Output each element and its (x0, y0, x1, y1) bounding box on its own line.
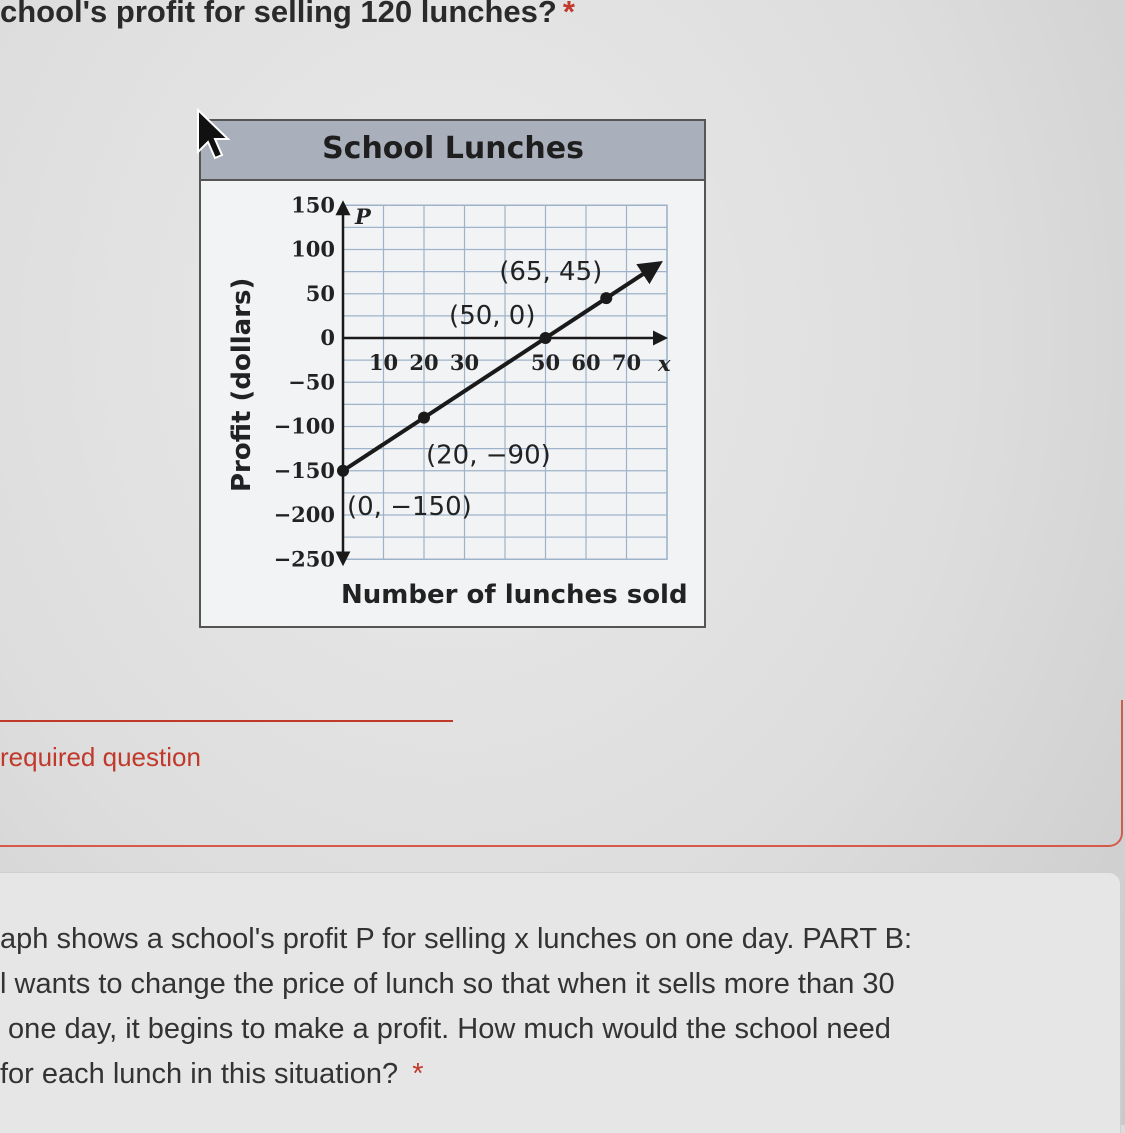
x-tick-label: 30 (449, 350, 480, 375)
validation-message: required question (0, 742, 201, 772)
y-tick-label: 150 (291, 192, 335, 218)
question-1-card-border (0, 700, 1123, 847)
data-point (540, 332, 552, 344)
x-tick-label: 60 (571, 350, 601, 375)
y-tick-label: 50 (305, 280, 335, 306)
x-tick-label: 50 (530, 350, 561, 375)
y-tick-label: 0 (320, 325, 335, 350)
question-2-text (0, 917, 1125, 1097)
x-tick-label: 70 (611, 350, 642, 375)
y-tick-label: 100 (291, 236, 335, 262)
question-2-line: one day, it begins to make a profit. How much would the school need (0, 1013, 891, 1045)
line-chart (195, 112, 710, 632)
question-2-line: l wants to change the price of lunch so that when it sells more than 30 (0, 968, 895, 1000)
question-2-line (0, 1052, 1125, 1097)
data-point-label: (0, −150) (347, 491, 472, 522)
question-2-line: aph shows a school's profit P for selling x lunches on one day. PART B: (0, 923, 913, 955)
question-2-line-text: for each lunch in this situation? (0, 1058, 399, 1090)
question-1-text: chool's profit for selling 120 lunches? (0, 0, 557, 29)
x-tick-label: 20 (409, 350, 439, 375)
data-point (600, 292, 612, 304)
x-axis-label: Number of lunches sold (341, 580, 688, 610)
y-tick-label: −50 (288, 369, 335, 395)
chart-title: School Lunches (322, 131, 584, 166)
required-asterisk: * (412, 1058, 424, 1090)
x-variable-label: x (658, 351, 671, 376)
data-point-label: (20, −90) (426, 440, 551, 471)
data-point (418, 412, 430, 424)
y-variable-label: P (355, 204, 371, 229)
data-point (337, 465, 349, 477)
y-axis-label: Profit (dollars) (227, 277, 257, 492)
mouse-cursor-icon (195, 108, 231, 160)
y-tick-label: −250 (273, 546, 335, 572)
y-tick-label: −100 (273, 413, 335, 439)
required-asterisk: * (562, 0, 575, 29)
question-1-title (0, 0, 575, 30)
data-point-label: (50, 0) (449, 301, 536, 331)
y-tick-label: −150 (273, 457, 335, 483)
y-tick-label: −200 (273, 502, 335, 527)
data-point-label: (65, 45) (499, 257, 603, 288)
school-lunches-figure (195, 112, 710, 632)
x-tick-label: 10 (368, 350, 399, 375)
answer-input-underline[interactable] (0, 720, 453, 722)
